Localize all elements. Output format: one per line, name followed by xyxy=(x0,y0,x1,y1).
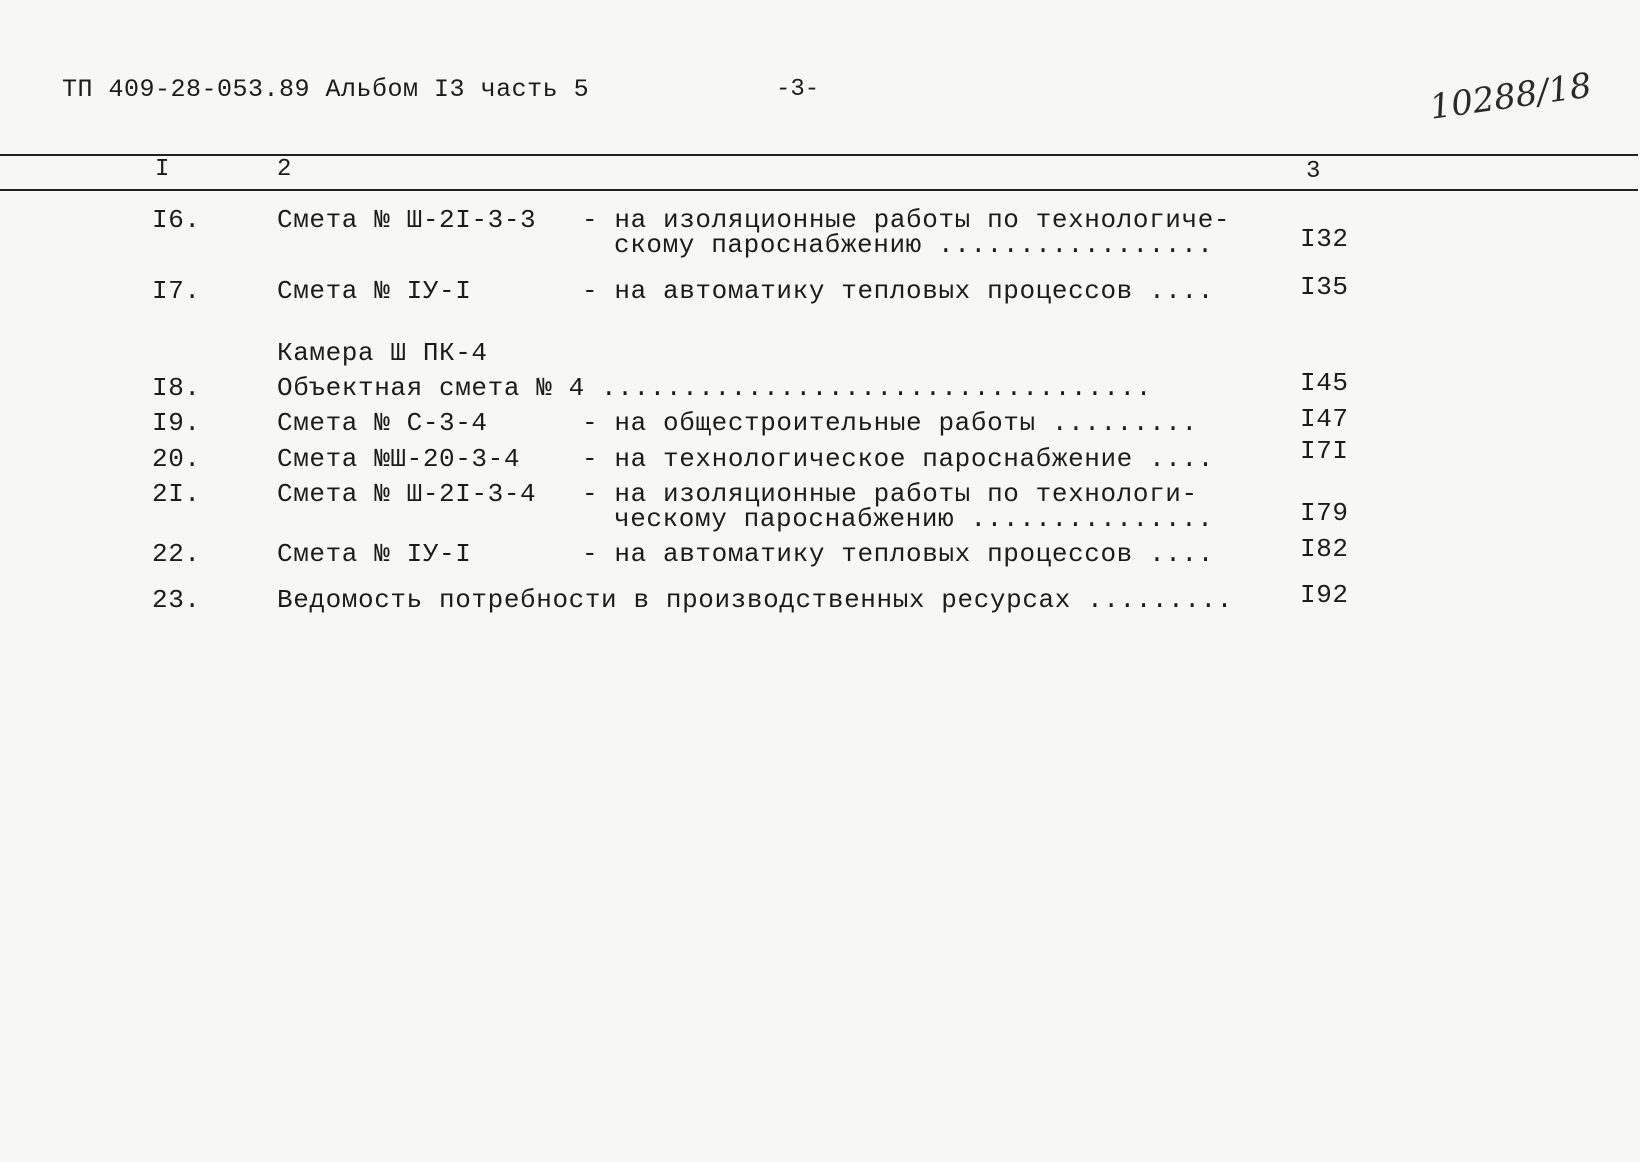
row-description: - на автоматику тепловых процессов .... xyxy=(582,276,1214,306)
row-number: 23. xyxy=(152,585,201,615)
row-number: I6. xyxy=(152,205,201,235)
column-number-3: 3 xyxy=(1306,158,1321,185)
row-name: Смета № Ш-2I-3-3 xyxy=(277,205,537,235)
row-number: I9. xyxy=(152,408,201,438)
row-description: - на общестроительные работы ......... xyxy=(582,408,1198,438)
row-page: I82 xyxy=(1300,534,1349,564)
row-name: Смета № IУ-I xyxy=(277,539,472,569)
row-page: I79 xyxy=(1300,498,1349,528)
document-reference: ТП 409-28-053.89 Альбом I3 часть 5 xyxy=(62,75,590,104)
table-header-bottom-rule xyxy=(0,189,1638,191)
row-description: - на технологическое пароснабжение .... xyxy=(582,444,1214,474)
row-page: I32 xyxy=(1300,224,1349,254)
row-number: 2I. xyxy=(152,479,201,509)
table-top-rule xyxy=(0,154,1638,156)
row-page: I92 xyxy=(1300,580,1349,610)
row-page: I47 xyxy=(1300,404,1349,434)
row-page: I7I xyxy=(1300,436,1349,466)
column-number-2: 2 xyxy=(277,156,292,183)
row-name: Смета № IУ-I xyxy=(277,276,472,306)
row-name: Смета №Ш-20-3-4 xyxy=(277,444,521,474)
row-description-continued: ческому пароснабжению ............... xyxy=(614,504,1214,534)
row-description-continued: скому пароснабжению ................. xyxy=(614,230,1214,260)
row-number: I8. xyxy=(152,373,201,403)
row-description: - на изоляционные работы по технологиче- xyxy=(582,205,1231,235)
row-name: Ведомость потребности в производственных ресурсах ......... xyxy=(277,585,1233,615)
row-number: 20. xyxy=(152,444,201,474)
section-heading: Камера Ш ПК-4 xyxy=(277,338,488,368)
column-number-1: I xyxy=(155,156,170,183)
row-name: Смета № Ш-2I-3-4 xyxy=(277,479,537,509)
handwritten-inventory-number: 10288/18 xyxy=(1427,65,1595,128)
row-number: 22. xyxy=(152,539,201,569)
row-description: - на изоляционные работы по технологи- xyxy=(582,479,1198,509)
row-page: I45 xyxy=(1300,368,1349,398)
row-page: I35 xyxy=(1300,272,1349,302)
row-description: - на автоматику тепловых процессов .... xyxy=(582,539,1214,569)
row-number: I7. xyxy=(152,276,201,306)
page-number: -3- xyxy=(776,76,820,103)
row-name: Объектная смета № 4 .................................. xyxy=(277,373,1152,403)
row-name: Смета № С-3-4 xyxy=(277,408,488,438)
